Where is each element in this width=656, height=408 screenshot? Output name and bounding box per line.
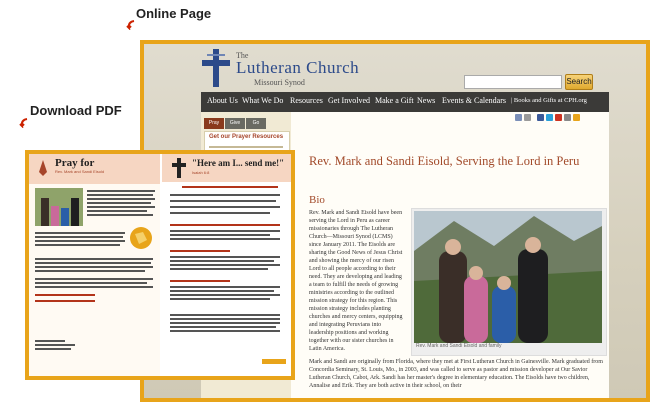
pdf-text-line — [87, 210, 147, 212]
pdf-text-line — [170, 230, 280, 232]
pray-subtitle: Rev. Mark and Sandi Eisold — [55, 169, 105, 174]
sidebar-text-line — [209, 146, 283, 148]
pdf-text-line — [35, 258, 153, 260]
google-plus-icon[interactable] — [555, 114, 562, 121]
photo-caption: Rev. Mark and Sandi Eisold and family — [416, 343, 502, 349]
pdf-text-line — [170, 238, 280, 240]
nav-books-gifts[interactable]: | Books and Gifts at CPH.org — [511, 97, 587, 104]
pdf-text-line — [170, 206, 280, 208]
tab-give[interactable]: Give — [225, 118, 245, 129]
pdf-text-line — [170, 264, 280, 266]
pdf-page-left — [29, 154, 160, 376]
bio-heading: Bio — [309, 194, 325, 206]
logo-name: Lutheran Church — [236, 58, 360, 77]
family-photo[interactable] — [414, 211, 602, 343]
nav-about-us[interactable]: About Us — [207, 96, 238, 105]
pdf-text-line — [170, 290, 274, 292]
pdf-text-line — [87, 190, 155, 192]
map-icon — [129, 226, 153, 250]
pdf-text-line — [170, 212, 270, 214]
pdf-text-line — [170, 234, 270, 236]
red-arrow-icon — [19, 118, 29, 128]
here-am-i-banner — [162, 154, 291, 182]
tab-go[interactable]: Go — [246, 118, 266, 129]
pdf-text-line — [182, 186, 278, 188]
twitter-icon[interactable] — [546, 114, 553, 121]
pdf-preview[interactable] — [25, 150, 295, 380]
pdf-text-line — [35, 266, 153, 268]
pdf-text-line — [170, 256, 280, 258]
pdf-text-line — [35, 244, 120, 246]
pdf-text-line — [35, 286, 153, 288]
pdf-text-line — [35, 282, 147, 284]
nav-what-we-do[interactable]: What We Do — [242, 96, 284, 105]
tab-pray[interactable]: Pray — [204, 118, 224, 129]
pray-banner — [29, 154, 160, 184]
pdf-text-line — [87, 202, 151, 204]
pdf-page-right — [162, 154, 291, 376]
print-icon[interactable] — [524, 114, 531, 121]
red-arrow-icon — [126, 20, 136, 30]
nav-events-calendars[interactable]: Events & Calendars — [442, 96, 506, 105]
pdf-text-line — [35, 300, 95, 302]
here-am-i-subtitle: Isaiah 6:8 — [192, 170, 210, 175]
pdf-text-line — [170, 330, 280, 332]
pdf-text-line — [170, 280, 230, 282]
nav-news[interactable]: News — [417, 96, 436, 105]
pdf-text-line — [35, 294, 95, 296]
pdf-text-line — [170, 286, 280, 288]
search-button[interactable]: Search — [565, 74, 593, 90]
share-bar — [515, 114, 605, 122]
pdf-footer-accent — [262, 359, 286, 364]
pdf-text-line — [35, 348, 71, 350]
pdf-family-photo — [35, 188, 83, 226]
pdf-text-line — [170, 194, 280, 196]
bio-text: Rev. Mark and Sandi Eisold have been serving the Lord in Peru as career missionaries through The Lutheran Church—Missouri Synod (LCMS) since January 2011. The Eisolds are sharing the Good News of Jesus Christ and showing the mercy of our risen Lord to all people according to their need. They are developing and leading a team to fulfill the needs of growing ministries according to the outlined mission strategy for this region. This mission strategy includes planting churches and mercy centers, equipping and integrating Peruvians into leadership positions and working together with our sister churches in Latin America. — [309, 210, 403, 352]
main-nav — [201, 92, 609, 112]
pdf-text-line — [35, 270, 145, 272]
pdf-text-line — [87, 206, 155, 208]
logo-the: The — [236, 51, 249, 60]
nav-get-involved[interactable]: Get Involved — [328, 96, 370, 105]
online-page-label: Online Page — [136, 6, 212, 21]
facebook-icon[interactable] — [537, 114, 544, 121]
pdf-text-line — [170, 260, 274, 262]
praying-hands-icon — [35, 158, 51, 178]
share-icon[interactable] — [564, 114, 571, 121]
pdf-text-line — [170, 322, 280, 324]
here-am-i-title: "Here am I... send me!" — [192, 158, 285, 168]
nav-make-a-gift[interactable]: Make a Gift — [375, 96, 414, 105]
family-photo-frame — [411, 208, 607, 356]
cross-icon — [170, 158, 188, 178]
pdf-text-line — [87, 198, 155, 200]
pdf-text-line — [170, 268, 268, 270]
pdf-text-line — [35, 344, 75, 346]
pdf-text-line — [35, 278, 153, 280]
pdf-text-line — [170, 294, 280, 296]
cross-logo-icon — [202, 49, 230, 87]
pdf-text-line — [87, 194, 153, 196]
page-title: Rev. Mark and Sandi Eisold, Serving the Lord in Peru — [309, 154, 580, 168]
pdf-text-line — [170, 298, 270, 300]
pdf-text-line — [170, 326, 276, 328]
pray-title: Pray for — [55, 157, 95, 169]
pdf-text-line — [170, 314, 280, 316]
download-pdf-label: Download PDF — [30, 103, 122, 118]
email-icon[interactable] — [515, 114, 522, 121]
pdf-text-line — [35, 232, 125, 234]
pdf-text-line — [87, 214, 153, 216]
pdf-text-line — [35, 340, 65, 342]
pdf-text-line — [170, 250, 230, 252]
bio-continued-text: Mark and Sandi are originally from Florida, where they met at First Lutheran Church in Gainesville. Mark graduated from Concordia Seminary, St. Louis, Mo., in 2003, and was called to serve as pastor and mission developer at Our Savior Lutheran Church, Cabot, Ark. Sandi has her master's degree in elementary education. The Eisolds have two children, Annalise and Erik. They are both active in their school, on their — [309, 359, 603, 389]
pdf-text-line — [35, 240, 125, 242]
search-input[interactable] — [464, 75, 562, 89]
pdf-text-line — [35, 236, 123, 238]
pdf-text-line — [170, 318, 280, 320]
lcms-logo[interactable] — [202, 49, 362, 89]
pdf-text-line — [170, 224, 280, 226]
pdf-text-line — [170, 200, 276, 202]
logo-synod: Missouri Synod — [254, 78, 305, 87]
nav-resources[interactable]: Resources — [290, 96, 323, 105]
prayer-resources-heading[interactable]: Get our Prayer Resources — [209, 134, 284, 140]
rss-icon[interactable] — [573, 114, 580, 121]
pdf-text-line — [35, 262, 151, 264]
